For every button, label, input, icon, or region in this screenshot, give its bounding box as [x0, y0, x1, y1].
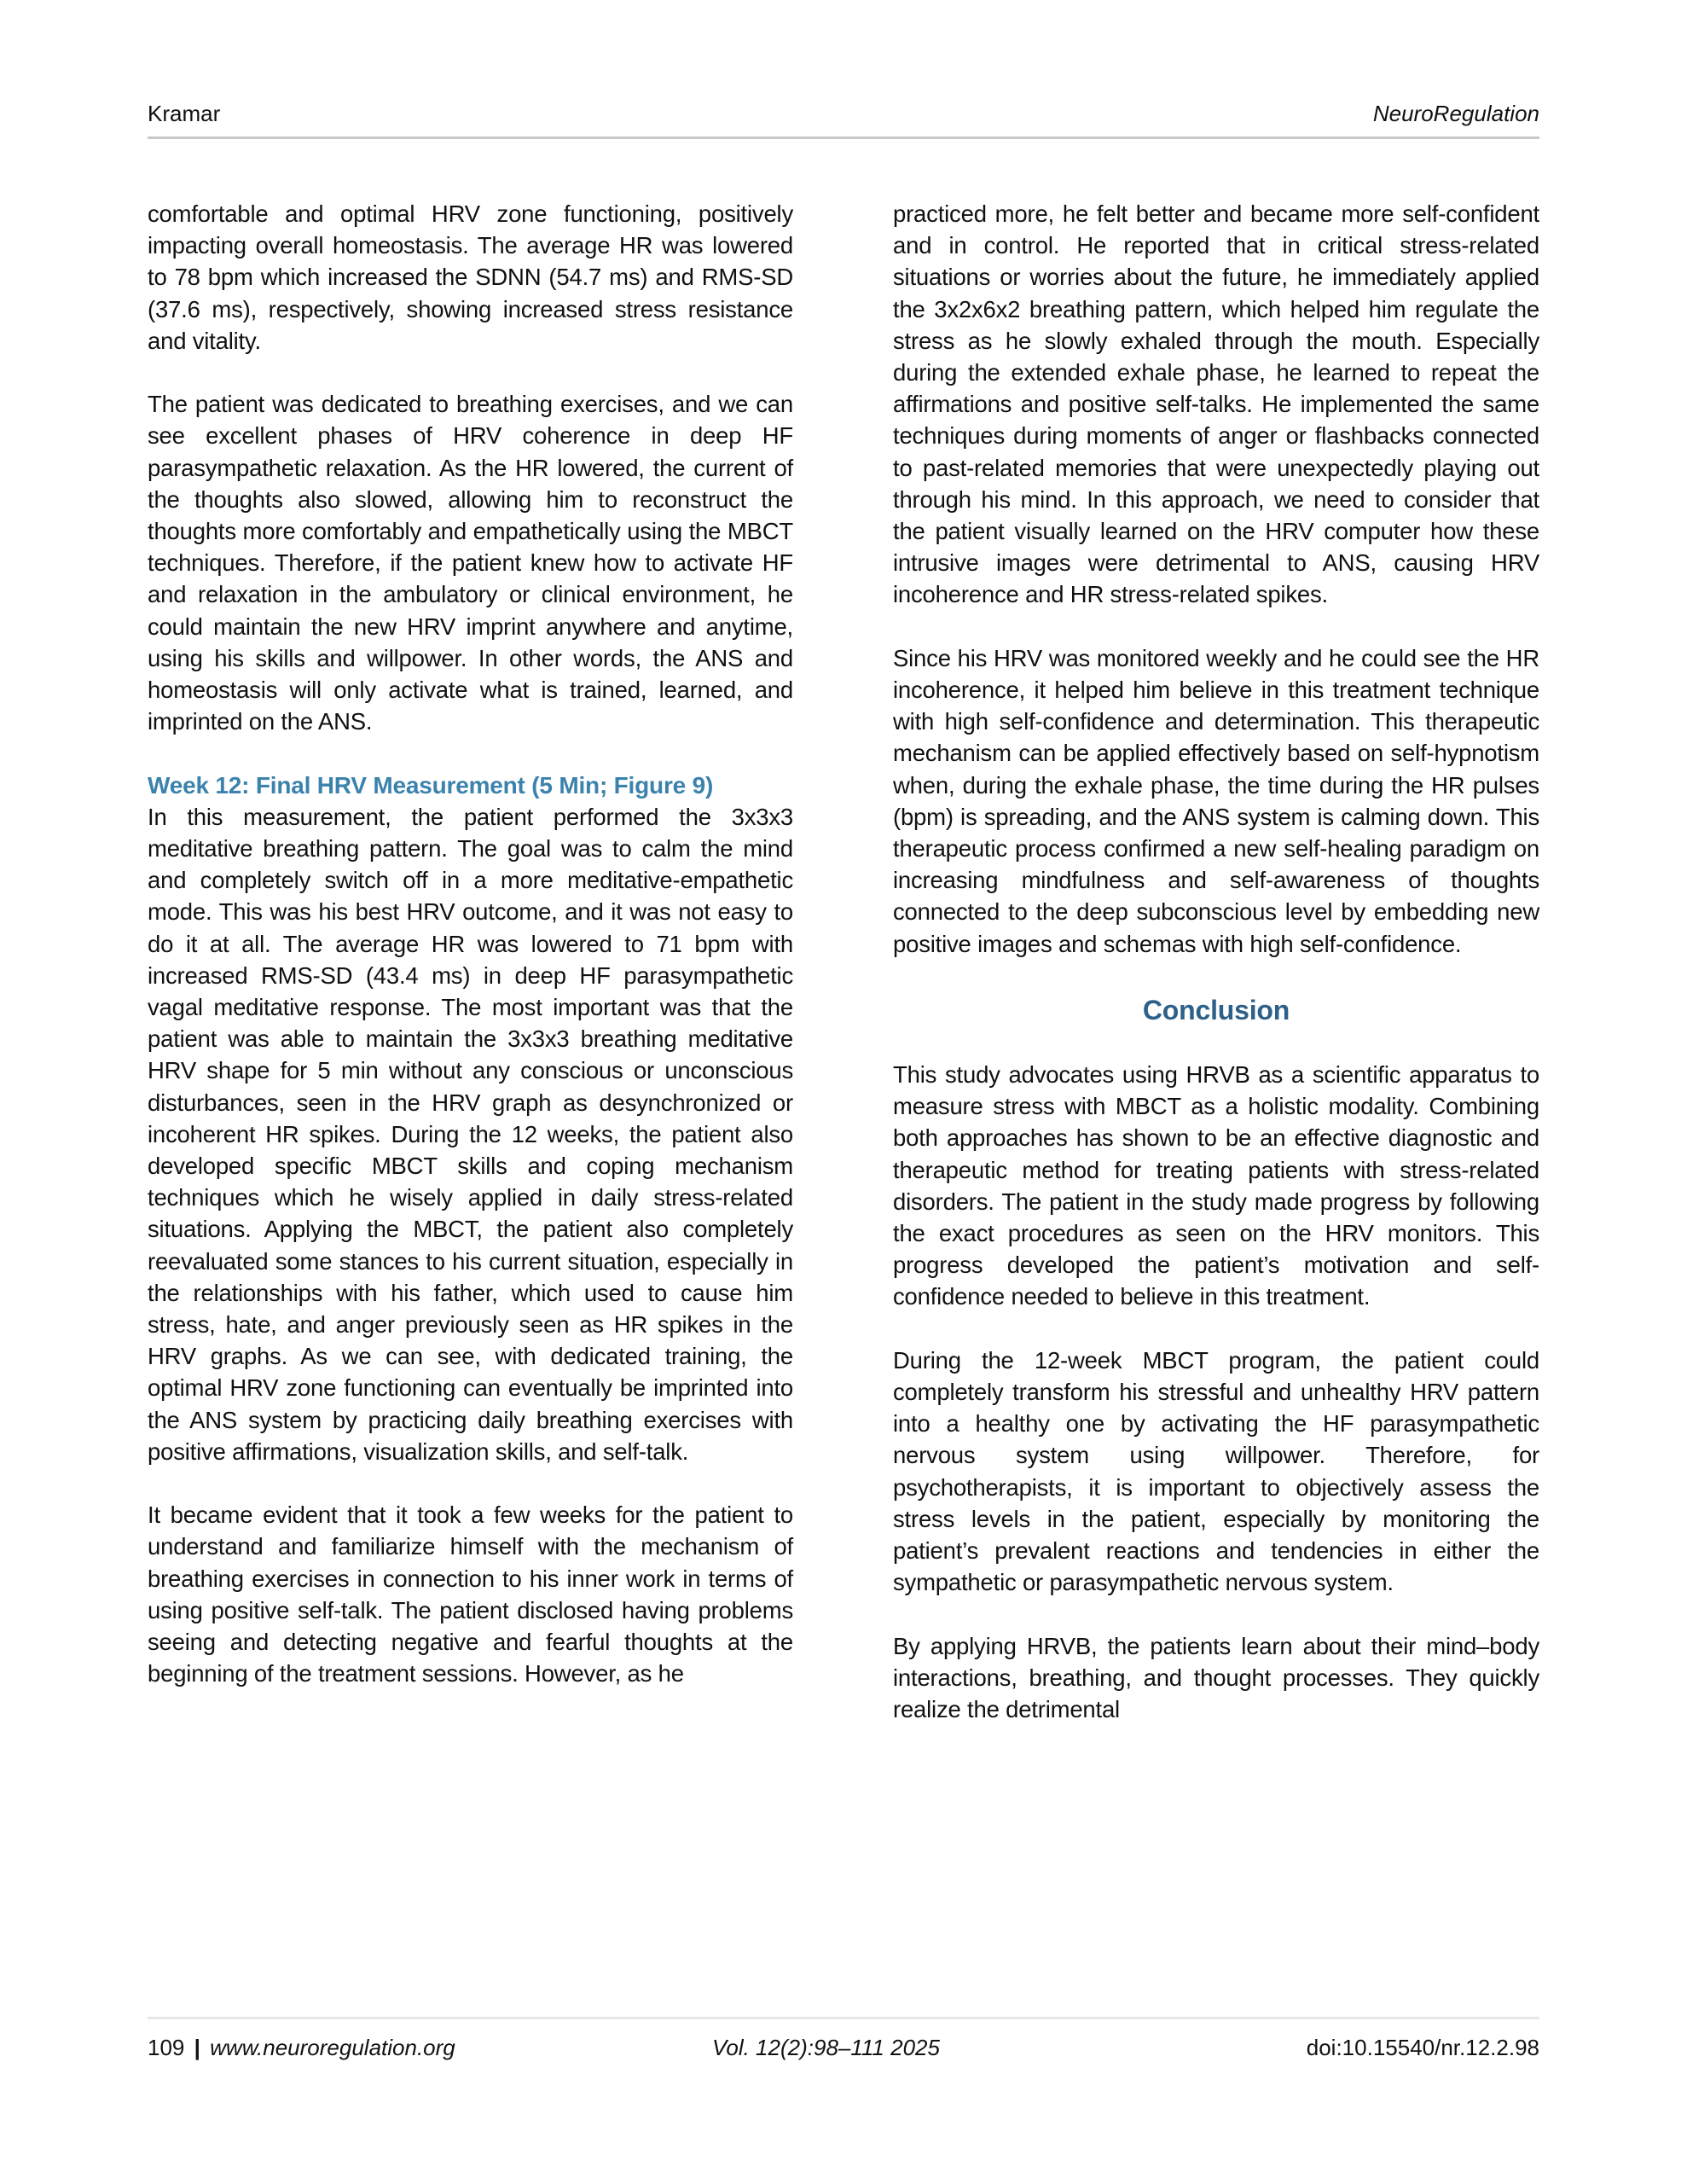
paragraph: In this measurement, the patient performed the 3x3x3 meditative breathing pattern. The goal was to calm the mind and completely switch off in a more meditative-empathetic mode. This was his best HRV outcome, and it was not easy to do it at all. The average HR was lowered to 71 bpm with increased RMS-SD (43.4 ms) in deep HF parasympathetic vagal meditative response. The most important was that the patient was able to maintain the 3x3x3 breathing meditative HRV shape for 5 min without any conscious or unconscious disturbances, seen in the HRV graph as desynchronized or incoherent HR spikes. During the 12 weeks, the patient also developed specific MBCT skills and coping mechanism techniques which he wisely applied in daily stress-related situations. Applying the MBCT, the patient also completely reevaluated some stances to his current situation, especially in the relationships with his father, which used to cause him stress, hate, and anger previously seen as HR spikes in the HRV graphs. As we can see, with dedicated training, the optimal HRV zone functioning can eventually be imprinted into the ANS system by practicing daily breathing exercises with positive affirmations, visualization skills, and self-talk.	[148, 803, 793, 1465]
paragraph: By applying HRVB, the patients learn about their mind–body interactions, breathing, and thought processes. They quickly realize the detrimental	[893, 1632, 1539, 1723]
paragraph: During the 12-week MBCT program, the patient could completely transform his stressful and unhealthy HRV pattern into a healthy one by activating the HF parasympathetic nervous system using willpower. Therefore, for psychotherapists, it is important to objectively assess the stress levels in the patient, especially by monitoring the patient’s prevalent reactions and tendencies in either the sympathetic or parasympathetic nervous system.	[893, 1346, 1539, 1596]
paragraph: This study advocates using HRVB as a scientific apparatus to measure stress with MBCT as a holistic modality. Combining both approaches has shown to be an effective diagnostic and therapeutic method for treating patients with stress-related disorders. The patient in the study made progress by following the exact procedures as seen on the HRV monitors. This progress developed the patient’s motivation and self-confidence needed to believe in this treatment.	[893, 1061, 1539, 1310]
footer-page-info	[148, 2033, 455, 2062]
volume-info: Vol. 12(2):98–111 2025	[712, 2035, 940, 2060]
paragraph: Since his HRV was monitored weekly and he could see the HR incoherence, it helped him believe in this treatment technique with high self-confidence and determination. This therapeutic mechanism can be applied effectively based on self-hypnotism when, during the exhale phase, the time during the HR pulses (bpm) is spreading, and the ANS system is calming down. This therapeutic process confirmed a new self-healing paradigm on increasing mindfulness and self-awareness of thoughts connected to the deep subconscious level by embedding new positive images and schemas with high self-confidence.	[893, 644, 1539, 957]
paragraph: It became evident that it took a few weeks for the patient to understand and familiarize himself with the mechanism of breathing exercises in connection to his inner work in terms of using positive self-talk. The patient disclosed having problems seeing and detecting negative and fearful thoughts at the beginning of the treatment sessions. However, as he	[148, 1502, 793, 1687]
running-head-author: Kramar	[148, 101, 221, 126]
paragraph: comfortable and optimal HRV zone functioning, positively impacting overall homeostasis. The average HR was lowered to 78 bpm which increased the SDNN (54.7 ms) and RMS-SD (37.6 ms), respectively, showing increased stress resistance and vitality.	[148, 200, 793, 354]
section-heading-conclusion: Conclusion	[1142, 995, 1290, 1026]
running-head-journal: NeuroRegulation	[1372, 101, 1539, 126]
subsection-heading: Week 12: Final HRV Measurement (5 Min; Figure 9)	[148, 771, 714, 799]
right-column	[893, 198, 1539, 1757]
paragraph: practiced more, he felt better and became more self-confident and in control. He reported that in critical stress-related situations or worries about the future, he immediately applied the 3x2x6x2 breathing pattern, which helped him regulate the stress as he slowly exhaled through the mouth. Especially during the extended exhale phase, he learned to repeat the affirmations and positive self-talks. He implemented the same techniques during moments of anger or flashbacks connected to past-related memories that were unexpectedly playing out through his mind. In this approach, we need to consider that the patient visually learned on the HRV computer how these intrusive images were detrimental to ANS, causing HRV incoherence and HR stress-related spikes.	[893, 200, 1539, 608]
website-link[interactable]: www.neuroregulation.org	[210, 2035, 455, 2060]
paragraph: The patient was dedicated to breathing exercises, and we can see excellent phases of HRV coherence in deep HF parasympathetic relaxation. As the HR lowered, the current of the thoughts also slowed, allowing him to reconstruct the thoughts more comfortably and empathetically using the MBCT techniques. Therefore, if the patient knew how to activate HF and relaxation in the ambulatory or clinical environment, he could maintain the new HRV imprint anywhere and anytime, using his skills and willpower. In other words, the ANS and homeostasis will only activate what is trained, learned, and imprinted on the ANS.	[148, 391, 793, 735]
doi-link[interactable]: doi:10.15540/nr.12.2.98	[1306, 2035, 1539, 2060]
page-number: 109	[148, 2035, 185, 2060]
footer-separator: |	[194, 2035, 200, 2060]
page-footer	[148, 2017, 1539, 2062]
left-column	[148, 198, 793, 1722]
running-head	[148, 99, 1539, 139]
